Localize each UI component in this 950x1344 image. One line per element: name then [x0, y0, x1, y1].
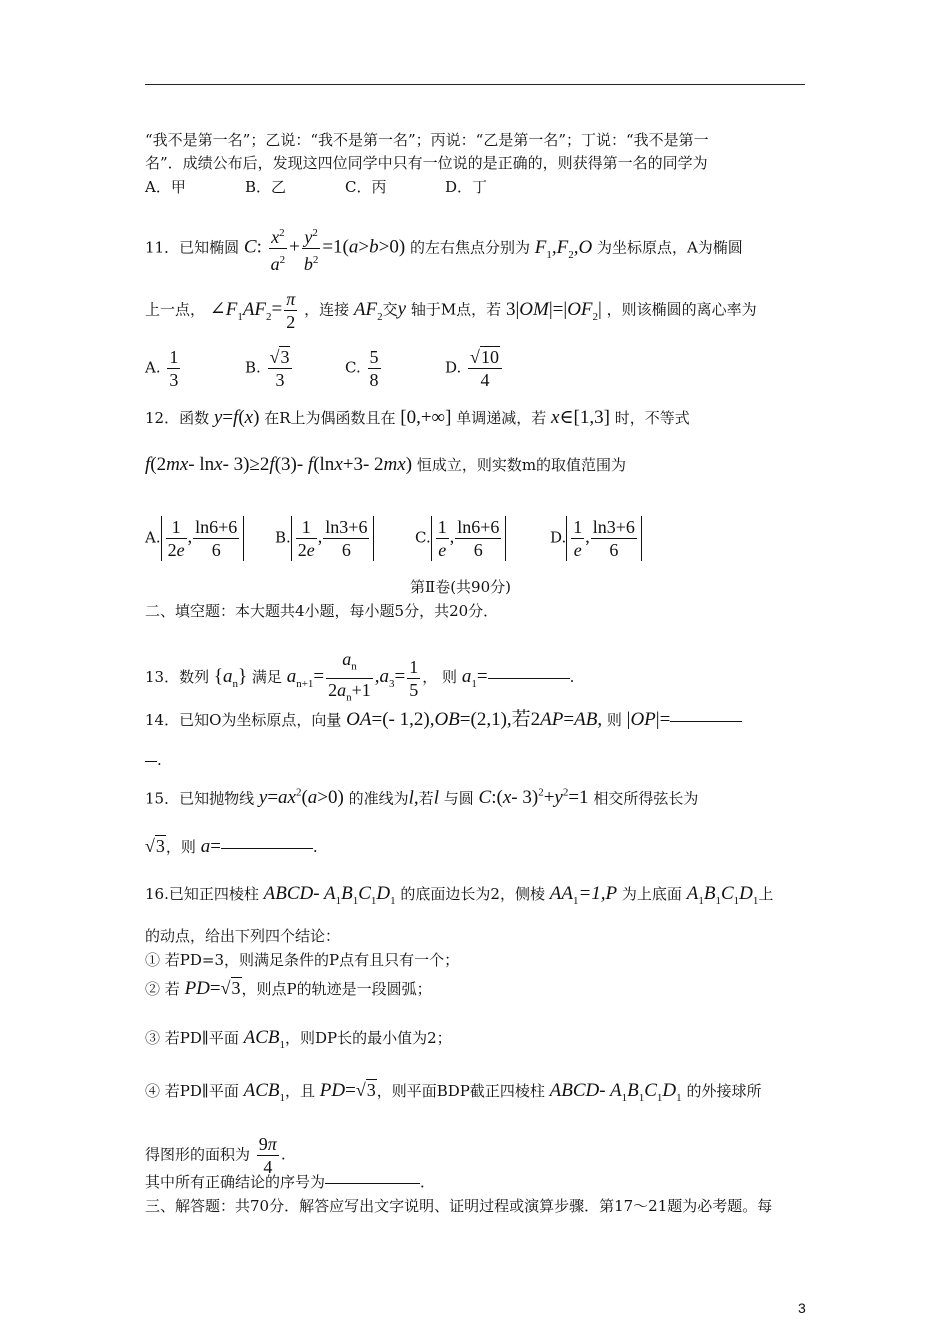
vector-definitions: OA=(- 1,2),OB=(2,1),若2AP=AB,	[346, 709, 603, 730]
q12-line1: 12．函数 y=f(x) 在R上为偶函数且在 [0,+∞] 单调递减，若 x∈[1,3] 时，不等式	[145, 407, 690, 428]
q12-option-b: B. $\frac{1}{2e}$ , $\frac{\ln 3+6}{6}$	[275, 516, 415, 561]
q13-number: 13．数列	[145, 668, 210, 687]
q12-number: 12．函数	[145, 409, 210, 427]
q11-option-d: D. $\frac{√10}{4}$	[445, 346, 504, 391]
q11-options	[145, 346, 504, 391]
section2-title: 第Ⅱ卷(共90分)	[410, 578, 511, 596]
q10-option-a: A．甲	[145, 178, 186, 196]
q16-conclusion-2: ② 若 PD=√3，则点P的轨迹是一段圆弧；	[145, 978, 432, 999]
q13-line: 13．数列 $\{a_n\}$ 满足 $a_{n+1}=$ $\frac{a_n}{2a_n+1}$ $,a_3=$ $\frac{1}{5}$ ， 则 $a_1=$ .	[145, 648, 574, 708]
q10-option-c: C．丙	[345, 178, 387, 196]
circle-equation: C:(x- $3)^2+y^2=1$	[478, 787, 589, 809]
q10-options	[145, 177, 487, 197]
function-y-fx: y=f(x)	[213, 407, 260, 428]
q16-conclusion-1: ① 若PD=3，则满足条件的P点有且只有一个；	[145, 951, 460, 969]
section3-intro: 三、解答题：共70分．解答应写出文字说明、证明过程或演算步骤．第17～21题为必考题。每	[145, 1197, 773, 1215]
q11-number: 11．已知椭圆	[145, 238, 240, 257]
q16-conclusion-4: ④ 若PD∥平面 $ACB_1$，且 PD=√3，则平面BDP截正四棱柱 ABCD- $A_1B_1C_1D_1$ 的外接球所	[145, 1080, 762, 1104]
q11-option-a: A. $\frac{1}{3}$	[145, 347, 179, 390]
parabola-equation: $y=ax^2(a>0)$	[258, 787, 344, 809]
q16-area-line: 得图形的面积为 $\frac{9\pi}{4}$ .	[145, 1134, 286, 1177]
q11-line1: 11．已知椭圆 C: $\frac{x^2}{a^2}$ + $\frac{y^2}{b^2}$ =1(a>b>0) 的左右焦点分别为 $F_1,F_2,O$ 为坐标原点，A为椭圆	[145, 222, 743, 275]
q14-line: 14．已知O为坐标原点，向量 OA=(- 1,2),OB=(2,1),若2AP=AB, 则 |OP|=	[145, 710, 742, 730]
section2-intro: 二、填空题：本大题共4小题，每小题5分，共20分．	[145, 602, 499, 620]
q15-line1: 15．已知抛物线 $y=ax^2(a>0)$ 的准线为l,若l 与圆 C:(x- $3)^2+y^2=1$ 相交所得弦长为	[145, 787, 699, 809]
q12-option-c: C. $\frac{1}{e}$ , $\frac{\ln 6+6}{6}$	[415, 516, 550, 561]
q12-options	[145, 516, 642, 561]
frac-9pi-4: $\frac{9\pi}{4}$	[258, 1134, 277, 1177]
q14-number: 14．已知O为坐标原点，向量	[145, 711, 342, 729]
header-rule	[145, 84, 805, 85]
q11-option-c: C. $\frac{5}{8}$	[345, 347, 379, 390]
q16-number: 16.已知正四棱柱	[145, 885, 259, 903]
q15-number: 15．已知抛物线	[145, 789, 255, 808]
q10-line1: “我不是第一名”；乙说：“我不是第一名”；丙说：“乙是第一名”；丁说：“我不是第一	[145, 131, 709, 149]
frac-recurrence: $\frac{a_n}{2a_n+1}$	[328, 649, 371, 704]
q10-option-b: B．乙	[245, 178, 287, 196]
q11-option-b: B. $\frac{√3}{3}$	[245, 346, 345, 391]
q12-option-d: D. $\frac{1}{e}$ , $\frac{\ln 3+6}{6}$	[550, 516, 642, 561]
q16-line1: 16.已知正四棱柱 ABCD- $A_1B_1C_1D_1$ 的底面边长为2，侧棱 $AA_1=1,P$ 为上底面 $A_1B_1C_1D_1$上	[145, 883, 774, 907]
foci-labels: $F_1,F_2,O$	[534, 236, 593, 261]
q12-option-a: A. $\frac{1}{2e}$ , $\frac{\ln 6+6}{6}$	[145, 516, 275, 561]
q14-answer-blank	[670, 721, 742, 722]
frac-y2-b2: $\frac{y^2}{b^2}$	[302, 222, 321, 275]
q12-line2: f(2mx- lnx- 3)≥2f(3)- f(lnx+3- 2mx) 恒成立，则实数m的取值范围为	[145, 454, 627, 475]
q16-line2: 的动点，给出下列四个结论：	[145, 927, 341, 945]
q10-line2: 名”．成绩公布后，发现这四位同学中只有一位说的是正确的，则获得第一名的同学为	[145, 154, 708, 172]
q16-conclusion-3: ③ 若PD∥平面 $ACB_1$，则DP长的最小值为2；	[145, 1027, 452, 1051]
angle-condition: $\angle F_1AF_2$	[209, 298, 272, 323]
q11-line2: 上一点， $\angle F_1AF_2=$ $\frac{\pi}{2}$ ，连接 $AF_2$交y 轴于M点，若 $3|OM|=|OF_2|$ ，则该椭圆的离心率为	[145, 289, 757, 332]
frac-pi-2: $\frac{\pi}{2}$	[286, 289, 296, 332]
q15-answer-blank	[221, 848, 313, 849]
q15-line2: √3，则 a= .	[145, 836, 318, 857]
q14-line2: .	[145, 750, 162, 770]
prism-label: ABCD- $A_1B_1C_1D_1$	[263, 883, 396, 907]
q16-answer-line: 其中所有正确结论的序号为 ．	[145, 1173, 436, 1191]
q10-option-d: D．丁	[445, 178, 488, 196]
q13-answer-blank	[488, 678, 570, 679]
q16-answer-blank	[325, 1183, 420, 1184]
inequality: f(2mx- lnx- 3)≥2f(3)- f(lnx+3- 2mx)	[145, 454, 413, 475]
ellipse-equation: C	[243, 236, 257, 258]
frac-x2-a2: $\frac{x^2}{a^2}$	[269, 222, 288, 275]
page-number: 3	[798, 1300, 806, 1316]
om-of2-condition: $3|OM|=|OF_2|$	[505, 298, 602, 323]
